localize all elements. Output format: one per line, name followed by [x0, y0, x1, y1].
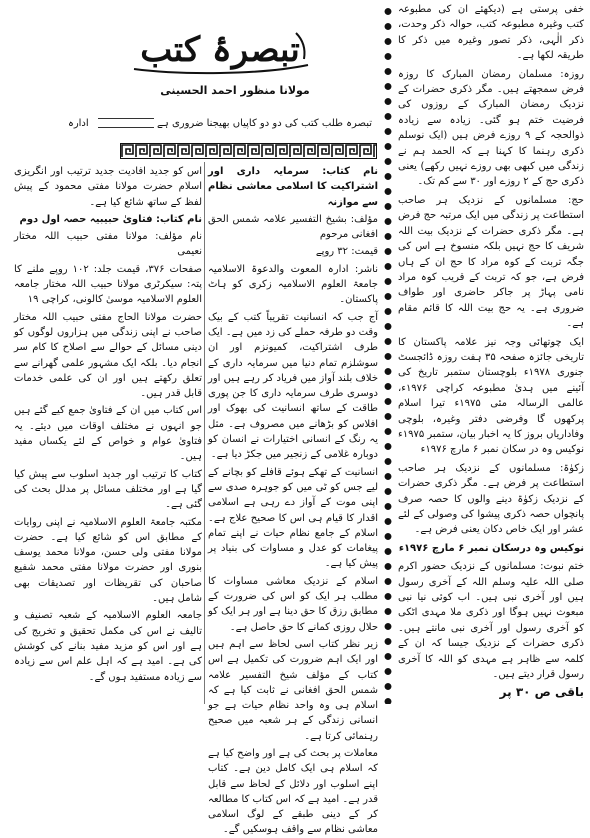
column-divider: [204, 162, 205, 704]
intro-label: ادارہ: [67, 118, 89, 129]
right-column: [398, 2, 584, 704]
book-author: نام مؤلف: مولانا مفتی حبیب اللہ مختار نعیمی: [14, 231, 202, 258]
intro-note: [67, 118, 372, 129]
paragraph: زکوٰۃ: مسلمانوں کے نزدیک ہر صاحب استطاعت پر فرض ہے۔ مگر ذکری حضرات کے نزدیک زکوٰۃ دینے والوں کا حصہ صرف پانچواں حصہ ذکری پیشوا کی وصولی کے لئے عشر اور ایک خاص دکان یعنی فرض ہے۔: [398, 462, 584, 536]
paragraph: خفی پرستی ہے (دیکھئے ان کی مطبوعہ کتب وغیرہ مطبوعہ کتب، حوالہ ذکر وحدت، ذکر الٰہی، ذکر تصور وغیرہ میں ذکر کا طریقہ لکھا ہے۔: [398, 4, 584, 62]
book-title: نام کتاب: فتاویٰ حبیبیہ حصہ اول دوم: [19, 213, 202, 225]
book-publisher: ناشر: ادارہ المعوت والدعوۃ الاسلامیہ جامعۃ العلوم الاسلامیہ زکری کو ہاٹ پاکستان۔: [208, 263, 378, 306]
paragraph: ایک چوتھائی وجہ نیز علامہ پاکستان کا تاریخی جائزہ صفحہ ۳۵ ہفت روزہ ڈائجسٹ جنوری ۱۹۷۸ء بلوچستان ستمبر تاریخ کی آئینے میں ہدیٰ مطبوعہ کراچی ۱۹۷۶ء، عالمی الرسالہ مئی ۱۹۷۵ء تیرا اسلام پرکھوں گا وفرضی دفتر وغیرہ، بلوچی وفاداریاں بروز کا یہ اخبار بیان، ستمبر ۱۹۷۵ء نوکیس وہ در سکان نمبر ۶ مارچ ۱۹۷۶ء: [398, 336, 584, 456]
left-column: [14, 164, 202, 704]
book-price: قیمت: ۳۲ روپے: [315, 246, 378, 258]
middle-column: [208, 164, 378, 836]
paragraph: آج جب کہ انسانیت تقریباً کتب کے بیک وقت دو طرفہ حملے کی زد میں ہے۔ ایک طرف اشتراکیت، کمیونزم اور ان سوشلزم تمام دنیا میں سرمایہ داری کے خلاف بلند آواز میں فریاد کر رہے ہیں اور دوسری طرف سرمایہ داری کا جن پوری طاقت کے ساتھ انسانیت کی بھوک اور افلاس کو بڑھانے میں مصروف ہے۔ مثل یہ رنگ کے انسانی اختیارات نے انسان کو دوبارہ غلامی کے زنجیر میں جکڑ دیا ہے۔: [208, 311, 378, 461]
title-flourish-icon: [120, 25, 320, 77]
paragraph: روزہ: مسلمان رمضان المبارک کا روزہ فرض سمجھتے ہیں۔ مگر ذکری حضرات کے نزدیک رمضان المبارک کے روزوں کی فرضیت ختم ہو گئی۔ زیادہ سے زیادہ ذوالحجہ کے ۹ روزے فرض ہیں (ایک نوسلم ذکری رہنما کا کہنا ہے کہ الحمد ہم نے زندگی میں کبھی بھی روزے نہیں رکھے) یعنی ذکری حج کے ۲ روزے اور ۳۰ سے کم تک۔: [398, 68, 585, 188]
decorative-rule: [98, 118, 154, 128]
paragraph: مکتبہ جامعۃ العلوم الاسلامیہ نے اپنی روایات کے مطابق اس کو شائع کیا ہے۔ حضرت مولانا مفتی ولی حسن، مولانا محمد یوسف بنوری اور حضرت مولانا مفتی محمد شفیع صاحبان کی تقریظات اور تصدیقات بھی شامل ہیں۔: [14, 516, 202, 605]
paragraph: حج: مسلمانوں کے نزدیک ہر صاحب استطاعت پر زندگی میں ایک مرتبہ حج فرض ہے۔ مگر ذکری حضرات کے نزدیک بیت اللہ شریف کا حج نہیں بلکہ منسوخ ہے اس کی جگہ تربت کے کوہ مراد کا حج ان کے ہاں فرض ہے، جو کہ تربت کے قریب کوہ مراد نامی پہاڑ پر جاکر حاضری اور طواف ضروری ہے۔ یہ حج بیت اللہ کا قائم مقام ہے۔: [398, 194, 584, 330]
dotted-column-rule: [382, 4, 394, 704]
book-details: صفحات ۳۷۶، قیمت جلد: ۱۰۲ روپے ملنے کا پتہ: سیکرٹری مولانا حبیب اللہ مختار جامعہ العلوم الاسلامیہ موسیٰ کالونی، کراچی ۱۹: [14, 263, 202, 306]
paragraph: اس کتاب میں ان کے فتاویٰ جمع کیے گئے ہیں جو انہوں نے مختلف اوقات میں دیئے۔ یہ فتاویٰ عوام و خواص کے لئے یکساں مفید ہیں۔: [14, 405, 202, 463]
paragraph: اسلام کے نزدیک معاشی مساوات کا مطلب ہر ایک کو اس کی ضرورت کے مطابق رزق کا حق دینا ہے اور ہر ایک کو حلال روزی کمانے کا حق حاصل ہے۔: [208, 575, 378, 633]
paragraph: نوکیس وہ درسکان نمبر ۶ مارچ ۱۹۷۶ء: [398, 542, 584, 554]
paragraph: حضرت مولانا الحاج مفتی حبیب اللہ مختار صاحب نے اپنی زندگی میں ہزاروں لوگوں کو دینی مسائل کے حوالے سے اصلاح کا کام سر انجام دیا۔ بلکہ ایک مشہور علمی گھرانے سے تعلق رکھتے ہیں اور ان کی علمی خدمات قابل قدر ہیں۔: [14, 311, 202, 400]
paragraph: زیر نظر کتاب اسی لحاظ سے اہم ہیں اور ایک اہم ضرورت کی تکمیل ہے اس کتاب کے مؤلف شیخ التفسیر علامہ شمس الحق افغانی نے ثابت کیا ہے کہ اسلام ہی وہ واحد نظام حیات ہے جو انسانی زندگی کے ہر شعبہ میں صحیح رہنمائی کرتا ہے۔: [208, 638, 378, 742]
paragraph: اس کو جدید افادیت جدید ترتیب اور انگریزی اسلام حضرت مولانا مفتی محمود کے پیش لفظ کے ساتھ شائع کیا ہے۔: [14, 166, 202, 208]
paragraph: کتاب کا ترتیب اور جدید اسلوب سے پیش کیا گیا ہے اور مختلف مسائل پر مدلل بحث کی گئی ہے۔: [14, 468, 202, 511]
greek-key-pattern-icon: [121, 144, 376, 158]
author-name: مولانا منظور احمد الحسینی: [160, 84, 310, 97]
paragraph: معاملات پر بحث کی ہے اور واضح کیا ہے کہ اسلام ہی ایک کامل دین ہے۔ کتاب اپنے اسلوب اور دلائل کے لحاظ سے قابل قدر ہے۔ امید ہے کہ اس کتاب کا مطالعہ کر کے دینی طبقے کے لوگ اسلامی معاشی نظام سے واقف ہوسکیں گے۔: [208, 747, 378, 836]
book-author: مؤلف: بشیخ التفسیر علامہ شمس الحق افغانی مرحوم: [208, 213, 378, 241]
paragraph: انسانیت کے تھکے ہوئے قافلے کو بچانے کے لیے جس کو ٹی میں کو جوہرہ صدی سے اپنی موت کے آواز دے رہی ہے اسلامی اقدار کا قیام ہی اس کا صحیح علاج ہے۔ اسلام کے جامع نظام حیات نے اپنے تمام پیغامات کو عدل و مساوات کی بنیاد پر پیش کیا ہے۔: [208, 466, 378, 570]
book-title: نام کتاب: سرمایہ داری اور اشتراکیت کا اسلامی معاشی نظام سے موازنہ: [208, 166, 378, 208]
page-title: تبصرۂ کتب: [140, 30, 300, 70]
paragraph: جامعہ العلوم الاسلامیہ کے شعبہ تصنیف و تالیف نے اس کی مکمل تحقیق و تخریج کی ہے اور اس کو مزید مفید بنانے کی کوشش کی ہے۔ امید ہے کہ اہل علم اس سے زیادہ سے زیادہ مستفید ہوں گے۔: [14, 610, 202, 683]
greek-key-border: [120, 143, 377, 159]
paragraph: ختم نبوت: مسلمانوں کے نزدیک حضور اکرم صلی اللہ علیہ وسلم اللہ کے آخری رسول ہیں اور آخری نبی ہیں۔ اب کوئی نیا نبی مبعوث نہیں ہوگا اور ذکری ملا مہدی اٹکی کو آخری رسول اور آخری نبی مانتے ہیں۔ ذکری حضرات کے نزدیک جیسا کہ ان کے کلمہ سے ظاہر ہے مہدی کو اللہ کا آخری رسول قرار دیتے ہیں۔: [398, 561, 584, 681]
intro-text: تبصرہ طلب کتب کی دو دو کاپیاں بھیجنا ضروری ہے: [157, 118, 372, 129]
section-title: [120, 25, 320, 77]
continued-note: باقی ص ۳۰ پر: [499, 685, 584, 700]
